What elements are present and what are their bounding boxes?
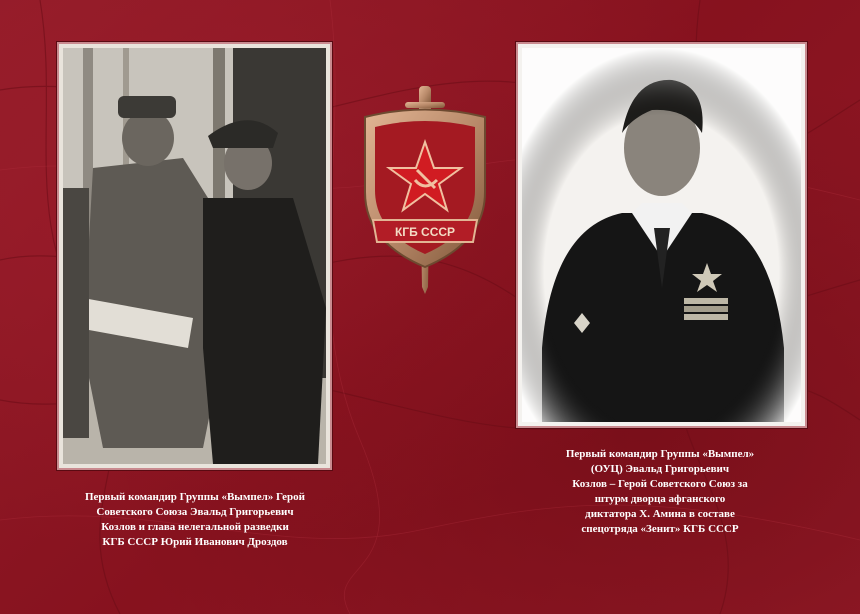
badge-text: КГБ СССР: [394, 225, 456, 239]
caption-line: (ОУЦ) Эвальд Григорьевич: [590, 463, 730, 475]
caption-line: Советского Союза Эвальд Григорьевич: [96, 506, 294, 518]
right-photo-caption: [510, 447, 810, 537]
left-photo-image: [63, 48, 326, 464]
left-photo: [63, 48, 326, 464]
kgb-badge-emblem: [355, 82, 495, 297]
caption-line: Козлов – Герой Советского Союз за: [572, 478, 748, 490]
caption-line: спецотряда «Зенит» КГБ СССР: [581, 523, 739, 535]
caption-line: штурм дворца афганского: [594, 493, 726, 505]
caption-line: Козлов и глава нелегальной разведки: [101, 521, 289, 533]
right-photo-frame: [516, 42, 807, 428]
right-photo-image: [522, 48, 801, 422]
caption-line: диктатора Х. Амина в составе: [585, 508, 735, 520]
caption-line: КГБ СССР Юрий Иванович Дроздов: [102, 536, 288, 548]
left-photo-frame: [57, 42, 332, 470]
caption-line: Первый командир Группы «Вымпел»: [565, 448, 755, 460]
right-photo: [522, 48, 801, 422]
caption-line: Первый командир Группы «Вымпел» Герой: [84, 491, 306, 503]
left-photo-caption: [40, 490, 350, 550]
